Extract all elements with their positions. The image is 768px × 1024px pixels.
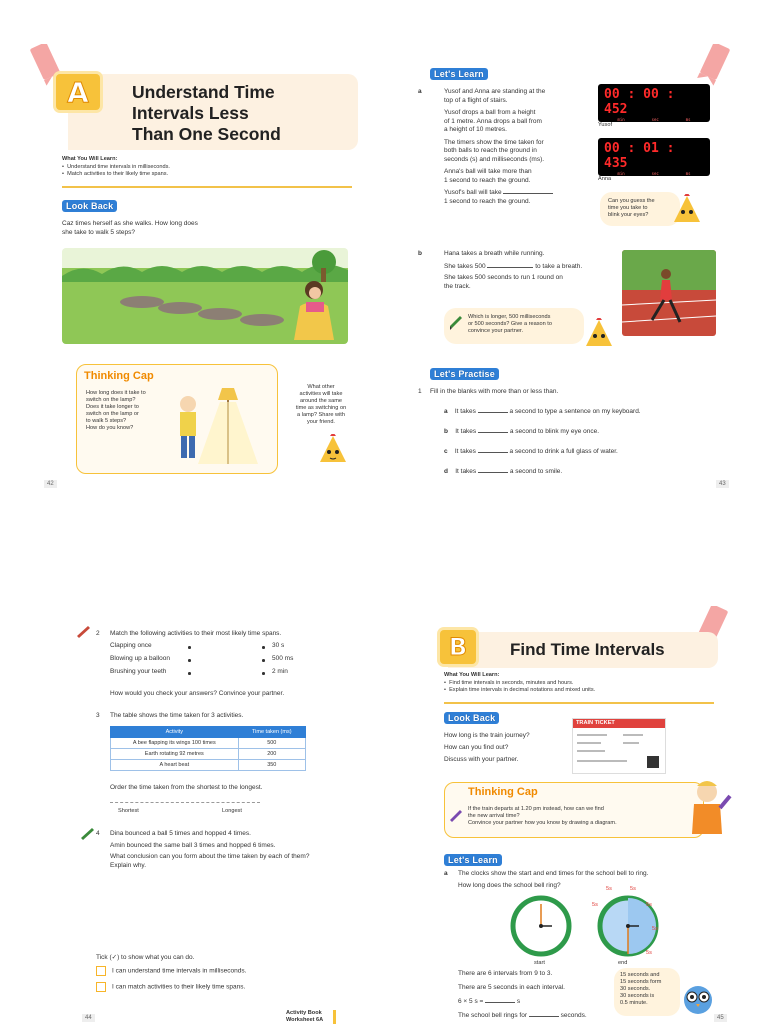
look-back-heading: Look Back (62, 200, 117, 212)
interval-label: 5s (630, 886, 636, 892)
timer-owner: Anna (598, 176, 612, 182)
part-a-text: Yusof and Anna are standing at the top of a flight of stairs. Yusof drops a ball from a height of 1 metre. Anna drops a ball from a height of 10 metres. The timers show the time taken for both balls to reach the ground in seconds (s) and milliseconds (ms). Anna's ball will take more than 1 second to reach the ground. Yusof's ball will take 1 second to reach the ground. (444, 88, 594, 206)
q4-text: Dina bounced a ball 5 times and hopped 4 times. Amin bounced the same ball 3 times and hopped 6 times. What conclusion can you form about the time taken by each of them? Explain why. (110, 830, 310, 869)
q1-number: 1 (418, 388, 422, 395)
look-back-text: How long is the train journey? How can you find out? Discuss with your partner. (444, 732, 530, 763)
runner-photo (622, 250, 716, 336)
checkbox[interactable] (96, 982, 106, 992)
divider (62, 186, 352, 188)
activity-book-ref: Activity Book Worksheet 6A (286, 1010, 336, 1024)
speech-bubble: What other activities will take around the same time as switching on a lamp? Share with your friend. (295, 384, 347, 425)
q1-items: a It takes a second to type a sentence on my keyboard. b It takes a second to blink my eye once. c It takes a second to drink a full glass of water. d It takes a second to smile. (444, 408, 641, 475)
longest-label: Longest (222, 808, 242, 814)
page-title: Understand Time Intervals Less Than One Second (132, 82, 281, 144)
bookmark-ribbon (700, 44, 731, 80)
bubble-text: Which is longer, 500 milliseconds or 500 seconds? Give a reason to convince your partner. (468, 314, 552, 334)
tick-heading: Tick (✓) to show what you can do. (96, 954, 195, 961)
q4-number: 4 (96, 830, 100, 837)
pencil-icon (450, 810, 464, 824)
match-dot[interactable] (188, 672, 191, 675)
pencil-icon (80, 828, 96, 842)
thinking-cap-text: If the train departs at 1.20 pm instead, how can we find the new arrival time? Convince your partner how you know by drawing a diagram. (468, 806, 617, 826)
checkbox[interactable] (96, 966, 106, 976)
part-b-text: Hana takes a breath while running. She takes 500 to take a breath. She takes 500 seconds to run 1 round on the track. (444, 250, 583, 290)
thinking-cap-title: Thinking Cap (84, 370, 154, 382)
boy-illustration (682, 776, 732, 836)
interval-label: 5s (606, 886, 612, 892)
look-back-heading: Look Back (444, 712, 499, 724)
wywl-list: • Find time intervals in seconds, minutes and hours. • Explain time intervals in decimal notations and mixed units. (444, 680, 596, 693)
boy-lamp-illustration (168, 380, 268, 470)
pencil-icon (76, 626, 92, 640)
page-44 (66, 606, 386, 1024)
q3-text: The table shows the time taken for 3 activities. (110, 712, 244, 719)
page-43 (386, 44, 742, 502)
clock-end (588, 884, 678, 960)
match-dot[interactable] (262, 646, 265, 649)
clock-end-label: end (618, 960, 628, 966)
mascot-icon (672, 194, 702, 228)
wywl-list: • Understand time intervals in milliseconds. • Match activities to their likely time spans. (62, 164, 170, 177)
lets-learn-heading: Let's Learn (444, 854, 502, 866)
thinking-cap-title: Thinking Cap (468, 786, 538, 798)
clock-start-label: start (534, 960, 545, 966)
timer-yusof: 00 : 00 : 452 min sec ms (598, 84, 710, 122)
match-dot[interactable] (188, 659, 191, 662)
q2-number: 2 (96, 630, 100, 637)
interval-label: 5s (646, 950, 652, 956)
timer-anna: 00 : 01 : 435 min sec ms (598, 138, 710, 176)
match-dot[interactable] (262, 659, 265, 662)
q2-left-list: Clapping once Blowing up a balloon Brushing your teeth (110, 642, 170, 675)
mascot-icon (584, 318, 614, 352)
section-badge-b: B (440, 630, 476, 664)
part-label: b (418, 250, 422, 257)
q2-right-list: 30 s 500 ms 2 min (272, 642, 294, 675)
train-ticket (572, 718, 666, 774)
tick-list: I can understand time intervals in milliseconds. I can match activities to their likely time spans. (96, 966, 246, 998)
ticket-title: TRAIN TICKET (573, 719, 665, 728)
page-45 (430, 606, 742, 1024)
answer-line[interactable] (110, 802, 260, 803)
page-42 (28, 44, 386, 502)
lets-practise-heading: Let's Practise (430, 368, 499, 380)
garden-illustration (62, 248, 348, 344)
divider (444, 702, 714, 704)
q2-follow: How would you check your answers? Convince your partner. (110, 690, 285, 697)
time-table: Activity Time taken (ms) A bee flapping its wings 100 times 500 Earth rotating 92 metres 200 A heart beat 350 (110, 726, 306, 771)
owl-mascot-icon (680, 982, 716, 1018)
q3-number: 3 (96, 712, 100, 719)
page-number: 44 (82, 1014, 95, 1022)
lets-learn-heading: Let's Learn (430, 68, 488, 80)
bubble-text: 15 seconds and 15 seconds form 30 seconds. 30 seconds is 0.5 minute. (620, 972, 662, 1006)
shortest-label: Shortest (118, 808, 139, 814)
part-a-text: The clocks show the start and end times for the school bell to ring. How long does the school bell ring? (458, 870, 649, 889)
q1-text: Fill in the blanks with more than or less than. (430, 388, 559, 395)
wywl-heading: What You Will Learn: (62, 156, 118, 162)
q2-text: Match the following activities to their most likely time spans. (110, 630, 282, 637)
wywl-heading: What You Will Learn: (444, 672, 500, 678)
pencil-icon (450, 316, 464, 330)
look-back-text: Caz times herself as she walks. How long does she take to walk 5 steps? (62, 220, 198, 236)
match-dot[interactable] (188, 646, 191, 649)
thinking-cap-text: How long does it take to switch on the lamp? Does it take longer to switch on the lamp or to walk 5 steps? How do you know? (86, 390, 146, 431)
interval-label: 5s (646, 902, 652, 908)
page-title: Find Time Intervals (510, 640, 665, 659)
clock-start (508, 890, 588, 960)
match-dot[interactable] (262, 672, 265, 675)
working-lines: There are 6 intervals from 9 to 3. There are 5 seconds in each interval. 6 × 5 s = s The school bell rings for seconds. (458, 970, 587, 1019)
part-label: a (418, 88, 422, 95)
section-badge-a: A (56, 74, 100, 110)
interval-label: 5s (592, 902, 598, 908)
page-number: 45 (714, 1014, 727, 1022)
timer-owner: Yusof (598, 122, 612, 128)
part-label: a (444, 870, 448, 877)
q3-order: Order the time taken from the shortest to the longest. (110, 784, 263, 791)
bubble-text: Can you guess the time you take to blink your eyes? (608, 198, 655, 218)
interval-label: 5s (652, 926, 658, 932)
page-number: 42 (44, 480, 57, 488)
page-number: 43 (716, 480, 729, 488)
mascot-icon (318, 434, 348, 468)
